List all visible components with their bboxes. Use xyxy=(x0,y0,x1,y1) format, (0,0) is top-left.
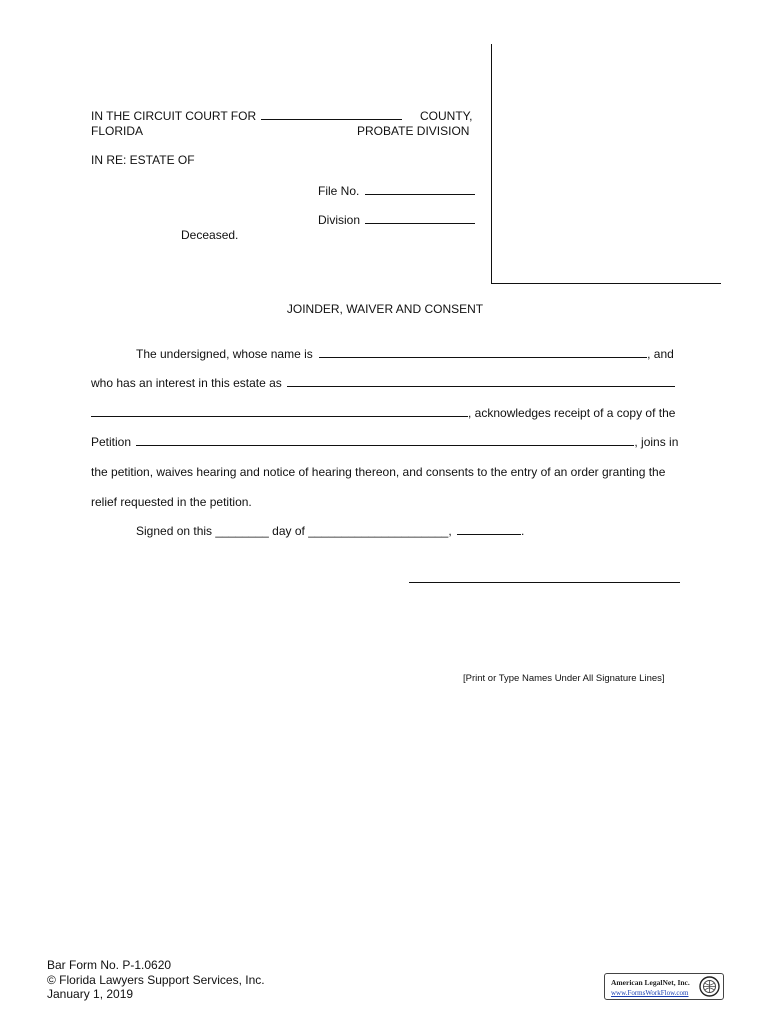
body-line-1 xyxy=(136,347,674,361)
file-no-row xyxy=(318,184,475,198)
division-name: PROBATE DIVISION xyxy=(357,124,470,138)
signature-note: [Print or Type Names Under All Signature Lines] xyxy=(463,673,665,684)
body-line-2 xyxy=(91,376,675,390)
state-label: FLORIDA xyxy=(91,124,144,138)
file-no-label: File No. xyxy=(318,184,360,198)
footer-copyright: © Florida Lawyers Support Services, Inc. xyxy=(47,973,265,987)
division-blank[interactable] xyxy=(365,223,475,224)
county-blank[interactable] xyxy=(261,119,402,120)
signed-day-of: day of xyxy=(272,524,305,538)
petition-prefix: Petition xyxy=(91,435,132,449)
division-label: Division xyxy=(318,213,361,227)
joins-text: , joins in xyxy=(634,435,679,449)
form-title: JOINDER, WAIVER AND CONSENT xyxy=(286,302,484,316)
signed-on-line xyxy=(136,524,524,538)
signed-comma: , xyxy=(448,524,452,538)
name-blank[interactable] xyxy=(319,357,647,358)
stamp-box-left-rule xyxy=(491,44,492,284)
signed-period: . xyxy=(521,524,525,538)
name-prefix: The undersigned, whose name is xyxy=(136,347,313,361)
interest-blank[interactable] xyxy=(287,386,675,387)
body-line-5: the petition, waives hearing and notice of hearing thereon, and consents to the entry of an order granting the xyxy=(91,465,666,479)
deceased-label: Deceased. xyxy=(181,228,239,242)
signed-day-blank[interactable]: ________ xyxy=(215,524,269,538)
body-line-3 xyxy=(91,406,675,420)
globe-seal-icon xyxy=(699,976,720,997)
in-re-label: IN RE: ESTATE OF xyxy=(91,153,195,167)
signed-year-blank[interactable] xyxy=(457,534,521,535)
petition-blank[interactable] xyxy=(136,445,634,446)
body-line-4 xyxy=(91,435,678,449)
vendor-name: American LegalNet, Inc. xyxy=(611,978,690,987)
interest-blank-continued[interactable] xyxy=(91,416,468,417)
vendor-url[interactable]: www.FormsWorkFlow.com xyxy=(611,989,689,997)
interest-prefix: who has an interest in this estate as xyxy=(91,376,282,390)
file-no-blank[interactable] xyxy=(365,194,475,195)
signed-month-blank[interactable]: _____________________ xyxy=(308,524,449,538)
vendor-badge xyxy=(604,973,724,1000)
county-label: COUNTY, xyxy=(420,109,473,123)
signature-line[interactable] xyxy=(409,582,680,583)
court-caption-line xyxy=(91,109,402,123)
division-row xyxy=(318,213,475,227)
body-line-6: relief requested in the petition. xyxy=(91,495,252,509)
signed-prefix: Signed on this xyxy=(136,524,213,538)
footer-form-no: Bar Form No. P-1.0620 xyxy=(47,958,172,972)
name-suffix: , and xyxy=(647,347,674,361)
court-prefix: IN THE CIRCUIT COURT FOR xyxy=(91,109,257,123)
footer-date: January 1, 2019 xyxy=(47,987,134,1001)
stamp-box-bottom-rule xyxy=(491,283,721,284)
acknowledges-text: , acknowledges receipt of a copy of the xyxy=(468,406,676,420)
